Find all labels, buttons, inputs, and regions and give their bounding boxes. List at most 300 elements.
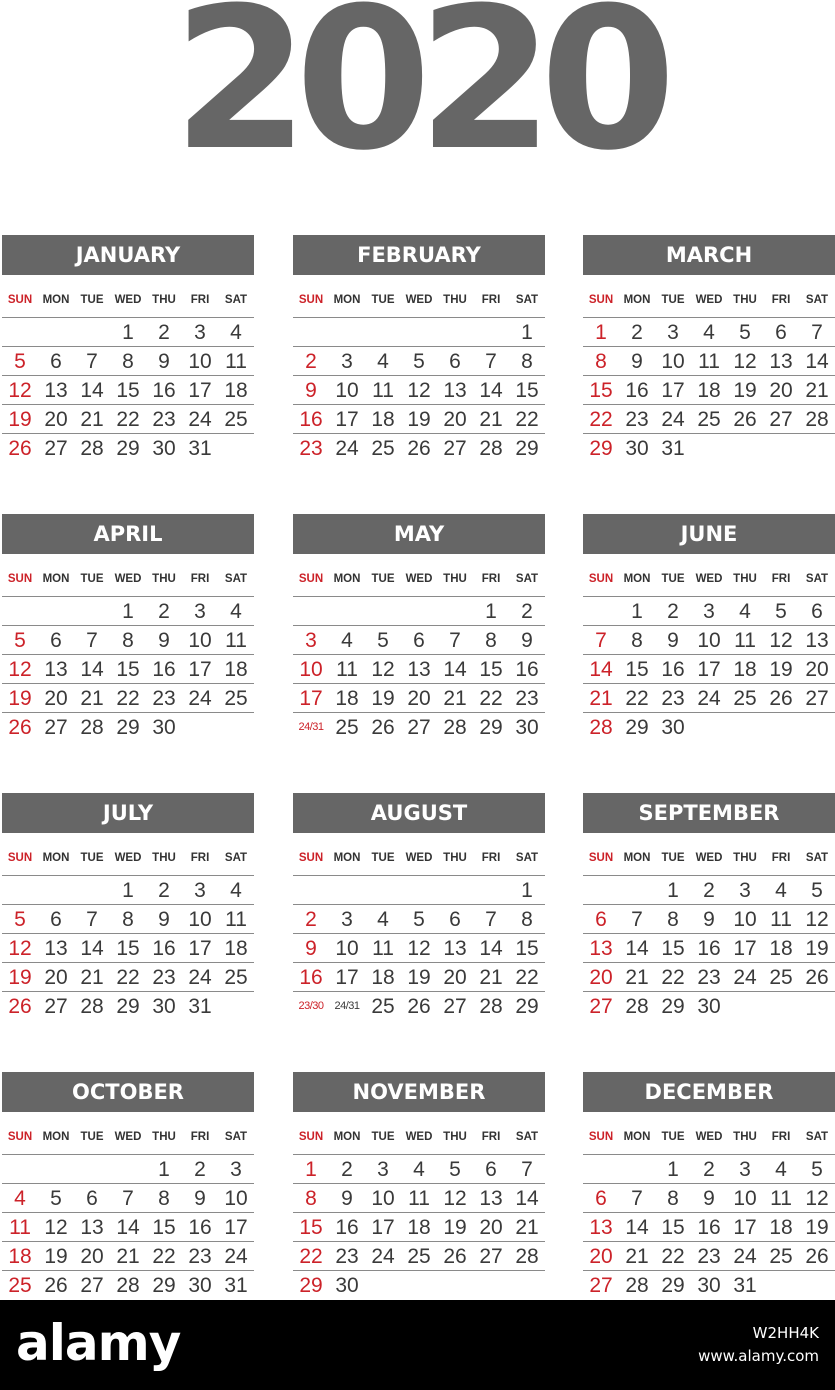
day-cell: 16	[335, 1216, 359, 1239]
day-cell: 17	[188, 658, 212, 681]
weeks	[2, 1154, 254, 1300]
day-cell: 15	[116, 937, 140, 960]
week-row	[2, 405, 254, 434]
weekday-label: THU	[152, 573, 176, 585]
day-cell: 22	[299, 1245, 323, 1268]
weekday-label: THU	[443, 294, 467, 306]
week-row	[293, 1155, 545, 1184]
day-cell: 21	[443, 687, 467, 710]
day-cell: 21	[80, 966, 104, 989]
week-row	[293, 405, 545, 434]
day-cell: 18	[224, 379, 248, 402]
weekday-header	[293, 554, 545, 596]
day-cell: 26	[371, 716, 395, 739]
month-name: SEPTEMBER	[583, 793, 835, 833]
day-cell	[2, 597, 38, 625]
day-cell: 26	[8, 716, 32, 739]
day-cell	[74, 876, 110, 904]
day-cell	[763, 992, 799, 1021]
day-cell: 28	[80, 995, 104, 1018]
day-cell: 23	[515, 687, 539, 710]
day-cell: 8	[595, 350, 607, 373]
day-cell: 12	[44, 1216, 68, 1239]
day-cell: 6	[86, 1187, 98, 1210]
day-cell	[74, 1155, 110, 1183]
day-cell: 16	[299, 966, 323, 989]
weekday-label: SUN	[298, 573, 324, 585]
day-cell: 11	[698, 350, 720, 373]
day-cell: 11	[372, 937, 394, 960]
day-cell: 27	[44, 995, 68, 1018]
day-cell: 10	[371, 1187, 395, 1210]
day-cell: 25	[769, 966, 793, 989]
day-cell: 3	[230, 1158, 242, 1181]
week-row	[2, 684, 254, 713]
day-cell	[38, 876, 74, 904]
day-cell: 19	[44, 1245, 68, 1268]
day-cell: 16	[188, 1216, 212, 1239]
day-cell: 15	[299, 1216, 323, 1239]
day-cell: 25	[224, 687, 248, 710]
weekday-label: SUN	[588, 1131, 614, 1143]
day-cell: 27	[44, 437, 68, 460]
day-cell: 21	[589, 687, 613, 710]
day-cell: 19	[371, 687, 395, 710]
day-cell: 12	[407, 937, 431, 960]
day-cell: 11	[225, 350, 247, 373]
day-cell: 9	[703, 1187, 715, 1210]
day-cell: 29	[116, 716, 140, 739]
day-cell: 11	[734, 629, 756, 652]
weekday-header	[293, 275, 545, 317]
day-cell: 23	[299, 437, 323, 460]
day-cell: 12	[8, 379, 32, 402]
weekday-label: SAT	[515, 1131, 539, 1143]
day-cell: 26	[44, 1274, 68, 1297]
day-cell: 13	[407, 658, 431, 681]
day-cell	[365, 876, 401, 904]
week-row	[2, 905, 254, 934]
day-cell: 31	[661, 437, 685, 460]
day-cell	[437, 1271, 473, 1300]
weekday-label: MON	[333, 294, 361, 306]
weekday-label: SAT	[224, 573, 248, 585]
weekday-label: TUE	[80, 852, 104, 864]
week-row	[293, 1271, 545, 1300]
day-cell: 15	[661, 937, 685, 960]
week-row	[2, 713, 254, 742]
day-cell: 14	[479, 937, 503, 960]
day-cell: 6	[811, 600, 823, 623]
day-cell: 2	[158, 600, 170, 623]
week-row	[293, 905, 545, 934]
day-cell: 20	[44, 966, 68, 989]
day-cell: 3	[739, 1158, 751, 1181]
day-cell	[182, 713, 218, 742]
day-cell: 4	[341, 629, 353, 652]
day-cell	[583, 597, 619, 625]
weekday-label: TUE	[80, 573, 104, 585]
weekday-label: FRI	[190, 294, 210, 306]
day-cell: 8	[631, 629, 643, 652]
day-cell: 26	[769, 687, 793, 710]
day-cell	[401, 1271, 437, 1300]
day-cell: 10	[733, 908, 757, 931]
day-cell: 14	[479, 379, 503, 402]
weekday-label: WED	[405, 573, 433, 585]
day-cell: 31	[733, 1274, 757, 1297]
day-cell: 27	[479, 1245, 503, 1268]
day-cell	[2, 876, 38, 904]
day-cell: 28	[515, 1245, 539, 1268]
day-cell: 13	[443, 937, 467, 960]
day-cell: 15	[625, 658, 649, 681]
day-cell: 27	[589, 995, 613, 1018]
day-cell: 8	[158, 1187, 170, 1210]
day-cell: 22	[116, 966, 140, 989]
day-cell: 27	[443, 995, 467, 1018]
week-row	[583, 934, 835, 963]
day-cell: 9	[703, 908, 715, 931]
week-row	[2, 655, 254, 684]
day-cell	[799, 992, 835, 1021]
day-cell	[473, 1271, 509, 1300]
weekday-label: SUN	[298, 294, 324, 306]
weekday-label: WED	[695, 852, 723, 864]
day-cell	[293, 876, 329, 904]
day-cell: 17	[299, 687, 323, 710]
day-cell: 3	[667, 321, 679, 344]
day-cell	[763, 1271, 799, 1300]
day-cell: 30	[515, 716, 539, 739]
day-cell: 18	[769, 1216, 793, 1239]
week-row	[583, 1242, 835, 1271]
week-row	[2, 934, 254, 963]
day-cell: 10	[335, 379, 359, 402]
day-cell: 5	[811, 1158, 823, 1181]
weeks	[583, 317, 835, 463]
weekday-label: THU	[733, 573, 757, 585]
day-cell: 13	[479, 1187, 503, 1210]
day-cell: 3	[377, 1158, 389, 1181]
day-cell: 17	[188, 379, 212, 402]
weekday-label: WED	[114, 1131, 142, 1143]
weekday-label: TUE	[661, 294, 685, 306]
day-cell	[293, 318, 329, 346]
weekday-label: TUE	[371, 294, 395, 306]
day-cell	[763, 713, 799, 742]
day-cell: 18	[335, 687, 359, 710]
weekday-label: SAT	[805, 1131, 829, 1143]
month-name: DECEMBER	[583, 1072, 835, 1112]
day-cell: 16	[625, 379, 649, 402]
weeks	[583, 875, 835, 1021]
day-cell: 20	[769, 379, 793, 402]
month-september	[583, 793, 835, 1021]
weekday-label: SUN	[588, 294, 614, 306]
weekday-label: FRI	[481, 573, 501, 585]
weekday-label: MON	[42, 1131, 70, 1143]
day-cell	[437, 597, 473, 625]
day-cell: 11	[372, 379, 394, 402]
day-cell: 25	[371, 995, 395, 1018]
day-cell: 6	[485, 1158, 497, 1181]
day-cell: 16	[152, 379, 176, 402]
day-cell: 16	[697, 937, 721, 960]
day-cell: 27	[44, 716, 68, 739]
day-cell	[2, 318, 38, 346]
weekday-label: WED	[114, 573, 142, 585]
day-cell: 30	[697, 1274, 721, 1297]
day-cell: 23	[152, 408, 176, 431]
weekday-label: WED	[114, 852, 142, 864]
day-cell: 23	[188, 1245, 212, 1268]
week-row	[583, 684, 835, 713]
day-cell: 26	[733, 408, 757, 431]
day-cell: 23/30	[298, 1000, 324, 1012]
day-cell: 16	[299, 408, 323, 431]
day-cell: 10	[188, 350, 212, 373]
day-cell: 17	[733, 937, 757, 960]
day-cell: 5	[50, 1187, 62, 1210]
weekday-label: SAT	[515, 852, 539, 864]
weeks	[293, 596, 545, 742]
day-cell: 14	[589, 658, 613, 681]
day-cell: 20	[80, 1245, 104, 1268]
week-row	[293, 992, 545, 1021]
day-cell	[727, 713, 763, 742]
weekday-label: SUN	[7, 1131, 33, 1143]
day-cell: 11	[770, 908, 792, 931]
day-cell: 3	[341, 350, 353, 373]
day-cell	[401, 318, 437, 346]
day-cell	[74, 597, 110, 625]
day-cell	[727, 992, 763, 1021]
day-cell: 7	[449, 629, 461, 652]
day-cell: 8	[521, 908, 533, 931]
day-cell	[437, 318, 473, 346]
month-december	[583, 1072, 835, 1300]
month-february	[293, 235, 545, 463]
day-cell: 28	[625, 1274, 649, 1297]
day-cell: 13	[443, 379, 467, 402]
weekday-label: MON	[623, 573, 651, 585]
day-cell: 3	[194, 600, 206, 623]
day-cell: 25	[224, 966, 248, 989]
day-cell: 6	[595, 1187, 607, 1210]
weekday-label: SAT	[224, 1131, 248, 1143]
day-cell	[365, 597, 401, 625]
weekday-label: FRI	[190, 573, 210, 585]
week-row	[583, 434, 835, 463]
day-cell: 13	[44, 658, 68, 681]
weekday-label: SUN	[7, 573, 33, 585]
weekday-header	[2, 1112, 254, 1154]
day-cell: 2	[194, 1158, 206, 1181]
weekday-label: FRI	[481, 1131, 501, 1143]
day-cell: 15	[479, 658, 503, 681]
day-cell: 5	[413, 350, 425, 373]
month-april	[2, 514, 254, 742]
weekday-label: FRI	[771, 1131, 791, 1143]
weekday-label: WED	[695, 294, 723, 306]
weekday-label: SAT	[515, 573, 539, 585]
day-cell: 22	[152, 1245, 176, 1268]
day-cell: 30	[335, 1274, 359, 1297]
day-cell: 24	[733, 1245, 757, 1268]
day-cell: 7	[86, 629, 98, 652]
day-cell: 20	[589, 966, 613, 989]
day-cell: 13	[769, 350, 793, 373]
day-cell: 4	[230, 600, 242, 623]
day-cell: 23	[697, 1245, 721, 1268]
day-cell: 16	[515, 658, 539, 681]
day-cell: 17	[697, 658, 721, 681]
day-cell: 21	[625, 966, 649, 989]
day-cell: 4	[14, 1187, 26, 1210]
day-cell: 19	[407, 408, 431, 431]
day-cell: 17	[335, 408, 359, 431]
day-cell: 19	[8, 966, 32, 989]
day-cell: 15	[515, 379, 539, 402]
day-cell: 25	[371, 437, 395, 460]
day-cell: 22	[116, 408, 140, 431]
day-cell: 1	[521, 879, 533, 902]
day-cell: 12	[8, 937, 32, 960]
week-row	[293, 626, 545, 655]
week-row	[2, 1242, 254, 1271]
day-cell: 1	[667, 1158, 679, 1181]
day-cell	[799, 1271, 835, 1300]
day-cell: 12	[769, 629, 793, 652]
weekday-label: SAT	[805, 573, 829, 585]
day-cell	[583, 1155, 619, 1183]
day-cell: 11	[225, 629, 247, 652]
day-cell: 19	[407, 966, 431, 989]
weekday-label: SAT	[224, 852, 248, 864]
month-name: NOVEMBER	[293, 1072, 545, 1112]
month-may	[293, 514, 545, 742]
day-cell: 1	[667, 879, 679, 902]
weekday-label: WED	[695, 573, 723, 585]
day-cell: 27	[805, 687, 829, 710]
weekday-label: TUE	[371, 1131, 395, 1143]
weekday-label: FRI	[481, 852, 501, 864]
weekday-label: FRI	[771, 573, 791, 585]
day-cell: 10	[335, 937, 359, 960]
day-cell: 18	[371, 966, 395, 989]
week-row	[583, 963, 835, 992]
weekday-label: MON	[42, 294, 70, 306]
day-cell: 7	[485, 908, 497, 931]
weekday-label: FRI	[481, 294, 501, 306]
day-cell: 1	[485, 600, 497, 623]
day-cell: 23	[661, 687, 685, 710]
day-cell: 6	[449, 908, 461, 931]
day-cell: 30	[661, 716, 685, 739]
day-cell: 20	[407, 687, 431, 710]
weekday-label: THU	[733, 1131, 757, 1143]
day-cell: 29	[116, 437, 140, 460]
day-cell: 1	[158, 1158, 170, 1181]
day-cell: 14	[625, 937, 649, 960]
day-cell: 29	[661, 995, 685, 1018]
day-cell: 14	[116, 1216, 140, 1239]
day-cell: 17	[661, 379, 685, 402]
day-cell: 12	[407, 379, 431, 402]
day-cell: 22	[479, 687, 503, 710]
weekday-label: FRI	[771, 294, 791, 306]
day-cell: 25	[407, 1245, 431, 1268]
day-cell: 14	[515, 1187, 539, 1210]
day-cell: 30	[152, 995, 176, 1018]
day-cell: 26	[8, 437, 32, 460]
day-cell: 23	[152, 966, 176, 989]
day-cell: 7	[811, 321, 823, 344]
day-cell: 6	[50, 908, 62, 931]
day-cell: 26	[407, 995, 431, 1018]
week-row	[2, 1213, 254, 1242]
day-cell	[401, 597, 437, 625]
day-cell: 19	[805, 937, 829, 960]
day-cell: 29	[515, 437, 539, 460]
week-row	[293, 347, 545, 376]
day-cell	[727, 434, 763, 463]
weekday-label: SAT	[515, 294, 539, 306]
week-row	[2, 1155, 254, 1184]
day-cell: 9	[521, 629, 533, 652]
day-cell	[799, 434, 835, 463]
day-cell: 25	[697, 408, 721, 431]
day-cell	[619, 1155, 655, 1183]
weekday-label: SUN	[7, 294, 33, 306]
week-row	[293, 713, 545, 742]
day-cell: 15	[515, 937, 539, 960]
day-cell: 9	[158, 908, 170, 931]
brand-logo: alamy	[16, 1314, 181, 1372]
day-cell: 21	[80, 408, 104, 431]
day-cell: 3	[739, 879, 751, 902]
day-cell: 7	[595, 629, 607, 652]
day-cell: 5	[449, 1158, 461, 1181]
day-cell: 27	[769, 408, 793, 431]
weekday-label: THU	[443, 1131, 467, 1143]
week-row	[583, 655, 835, 684]
day-cell: 31	[224, 1274, 248, 1297]
week-row	[293, 655, 545, 684]
month-name: FEBRUARY	[293, 235, 545, 275]
day-cell: 9	[631, 350, 643, 373]
week-row	[2, 963, 254, 992]
day-cell: 12	[805, 908, 829, 931]
day-cell: 5	[14, 629, 26, 652]
day-cell: 24	[224, 1245, 248, 1268]
day-cell: 4	[377, 350, 389, 373]
weekday-label: THU	[152, 294, 176, 306]
weekday-label: MON	[333, 1131, 361, 1143]
day-cell: 2	[305, 908, 317, 931]
week-row	[2, 1184, 254, 1213]
day-cell: 27	[80, 1274, 104, 1297]
day-cell: 2	[703, 879, 715, 902]
day-cell: 1	[595, 321, 607, 344]
day-cell: 14	[805, 350, 829, 373]
week-row	[293, 434, 545, 463]
weekday-label: TUE	[371, 573, 395, 585]
day-cell: 5	[377, 629, 389, 652]
day-cell: 26	[407, 437, 431, 460]
day-cell: 12	[371, 658, 395, 681]
